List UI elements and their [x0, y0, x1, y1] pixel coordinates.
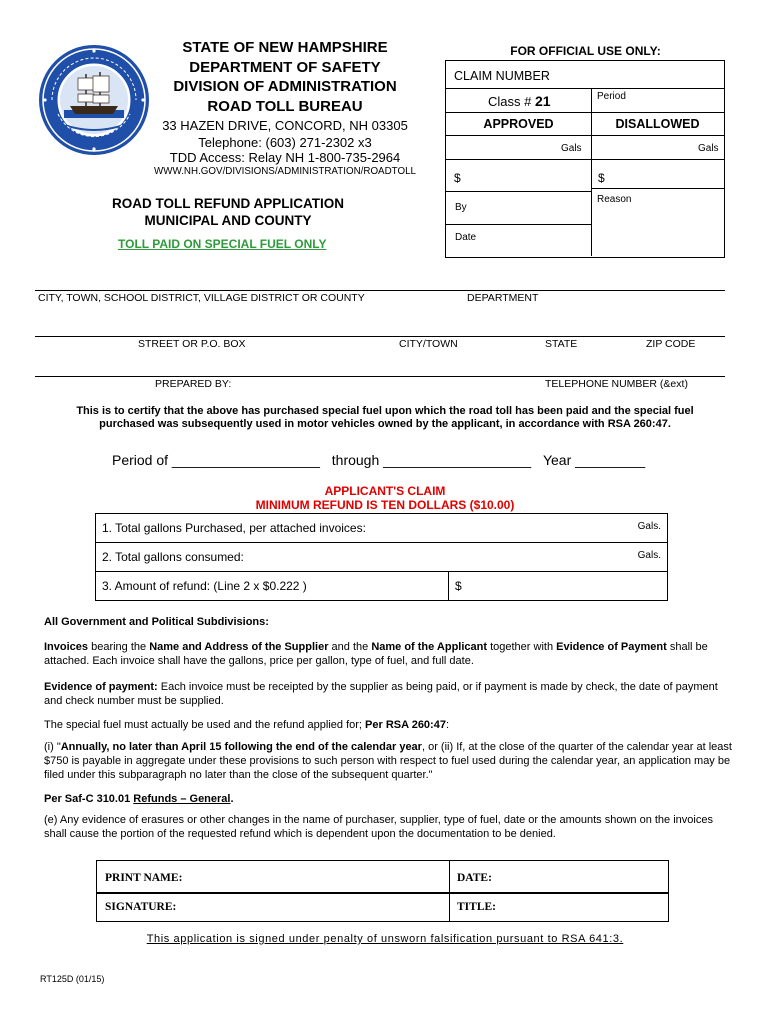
invoices-paragraph [44, 640, 734, 668]
evidence-text: Each invoice must be receipted by the supplier as being paid, or if payment is made by check, the date of payment and check number must be supplied. [44, 681, 718, 707]
invoices-text-2: and the [328, 641, 372, 653]
instructions-heading: All Government and Political Subdivisions: [44, 616, 269, 628]
period-of-text: Period of ___________________ [112, 452, 320, 468]
class-label: Class # [488, 94, 532, 109]
payment-term: Evidence of Payment [556, 641, 667, 653]
disallowed-gals-label: Gals [698, 143, 719, 154]
class-field [488, 93, 551, 109]
agency-tdd: TDD Access: Relay NH 1-800-735-2964 [169, 150, 401, 165]
applicant-term: Name of the Applicant [371, 641, 488, 653]
city-line[interactable] [35, 290, 725, 291]
penalty-statement: This application is signed under penalty of unsworn falsification pursuant to RSA 641:3. [146, 933, 624, 945]
phone-label: TELEPHONE NUMBER (&ext) [545, 378, 688, 390]
rsa-term: Per RSA 260:47 [365, 719, 446, 731]
agency-address: 33 HAZEN DRIVE, CONCORD, NH 03305 [162, 118, 408, 133]
print-name-field[interactable]: PRINT NAME: [105, 872, 183, 884]
street-line[interactable] [35, 336, 725, 337]
agency-header [155, 38, 415, 116]
zip-label: ZIP CODE [646, 338, 696, 350]
period-of-line[interactable] [112, 452, 645, 468]
annual-term: Annually, no later than April 15 following the end of the calendar year [60, 741, 422, 753]
annual-text: , or (ii) If, at the close of the quarter of the calendar year at least $750 is payable in aggregate under these provisions to such person with respect to fuel used during the calendar year, an application may be filed under this subparagraph no later than the close of the subsequent quarter." [44, 741, 732, 781]
state-label: STATE [545, 338, 578, 350]
year-text: Year _________ [542, 452, 646, 468]
claim-row-1-label: 1. Total gallons Purchased, per attached invoices: [102, 521, 366, 535]
invoices-text-4: shall be attached. Each invoice shall have the gallons, price per gallon, type of fuel, and full date. [44, 641, 708, 667]
claim-minimum: MINIMUM REFUND IS TEN DOLLARS ($10.00) [255, 498, 515, 512]
evidence-paragraph [44, 680, 734, 708]
agency-line-1: STATE OF NEW HAMPSHIRE [182, 39, 388, 56]
invoices-text-1: bearing the [88, 641, 150, 653]
prepared-line[interactable] [35, 376, 725, 377]
safc-period: . [230, 793, 234, 805]
claim-row-3-label: 3. Amount of refund: (Line 2 x $0.222 ) [102, 579, 307, 593]
by-label: By [455, 202, 467, 213]
approved-dollar-label: $ [454, 171, 461, 185]
annual-prefix: (i) " [44, 741, 61, 753]
special-colon: : [445, 719, 450, 731]
form-subtitle: TOLL PAID ON SPECIAL FUEL ONLY [118, 237, 327, 251]
claim-row-2[interactable] [95, 542, 668, 572]
official-use-header: FOR OFFICIAL USE ONLY: [510, 44, 661, 58]
erasures-paragraph: (e) Any evidence of erasures or other changes in the name of purchaser, supplier, type of fuel, date or the amounts shown on the invoices shall cause the portion of the requested refund which is dependent upon the documentation to be denied. [44, 814, 713, 840]
form-title-line-2: MUNICIPAL AND COUNTY [144, 213, 312, 228]
date-field[interactable]: DATE: [457, 872, 492, 884]
annually-paragraph [44, 740, 734, 782]
claim-row-1-unit: Gals. [637, 521, 661, 532]
claim-row-1[interactable] [95, 513, 668, 543]
claim-row-2-label: 2. Total gallons consumed: [102, 550, 244, 564]
department-label: DEPARTMENT [467, 292, 539, 304]
invoices-term: Invoices [44, 641, 89, 653]
agency-telephone: Telephone: (603) 271-2302 x3 [198, 135, 372, 150]
through-text: through ___________________ [331, 452, 532, 468]
claim-row-3-unit: $ [455, 579, 462, 593]
certify-text: This is to certify that the above has purchased special fuel upon which the road toll has been paid and the special fuel purchased was subsequently used in motor vehicles owned by the applicant, in accordance with RSA 260:47. [76, 405, 694, 430]
date-label: Date [455, 232, 477, 243]
disallowed-label: DISALLOWED [615, 117, 700, 131]
agency-line-2: DEPARTMENT OF SAFETY [189, 58, 381, 76]
city-label: CITY, TOWN, SCHOOL DISTRICT, VILLAGE DISTRICT OR COUNTY [38, 292, 365, 304]
signature-row-1 [96, 860, 669, 894]
agency-line-3: DIVISION OF ADMINISTRATION [173, 78, 397, 95]
claim-title: APPLICANT'S CLAIM [324, 484, 446, 498]
agency-website[interactable]: WWW.NH.GOV/DIVISIONS/ADMINISTRATION/ROADTOLL [154, 166, 416, 177]
approved-label: APPROVED [483, 117, 554, 131]
claim-row-3[interactable] [95, 571, 668, 601]
agency-line-4: ROAD TOLL BUREAU [207, 97, 363, 115]
reason-label: Reason [597, 194, 632, 205]
form-title [108, 195, 348, 229]
title-field[interactable]: TITLE: [457, 901, 496, 913]
evidence-term: Evidence of payment: [44, 681, 158, 693]
claim-number-label: CLAIM NUMBER [454, 69, 550, 83]
approved-gals-label: Gals [561, 143, 582, 154]
official-use-box [445, 60, 725, 258]
disallowed-dollar-label: $ [598, 171, 605, 185]
prepared-label: PREPARED BY: [155, 378, 232, 390]
safc-heading [44, 792, 734, 806]
class-value: 21 [534, 93, 551, 109]
form-id: RT125D (01/15) [40, 974, 105, 984]
claim-row-2-unit: Gals. [637, 550, 661, 561]
invoices-text-3: together with [487, 641, 557, 653]
special-text: The special fuel must actually be used and the refund applied for; [44, 719, 366, 731]
supplier-term: Name and Address of the Supplier [149, 641, 329, 653]
safc-prefix: Per Saf-C 310.01 [44, 793, 134, 805]
signature-field[interactable]: SIGNATURE: [105, 901, 177, 913]
form-title-line-1: ROAD TOLL REFUND APPLICATION [112, 196, 344, 211]
safc-title: Refunds – General [133, 793, 231, 805]
signature-row-2 [96, 892, 669, 922]
period-label: Period [597, 91, 626, 102]
street-label: STREET OR P.O. BOX [138, 338, 246, 350]
citytown-label: CITY/TOWN [399, 338, 458, 350]
special-fuel-paragraph [44, 718, 734, 732]
